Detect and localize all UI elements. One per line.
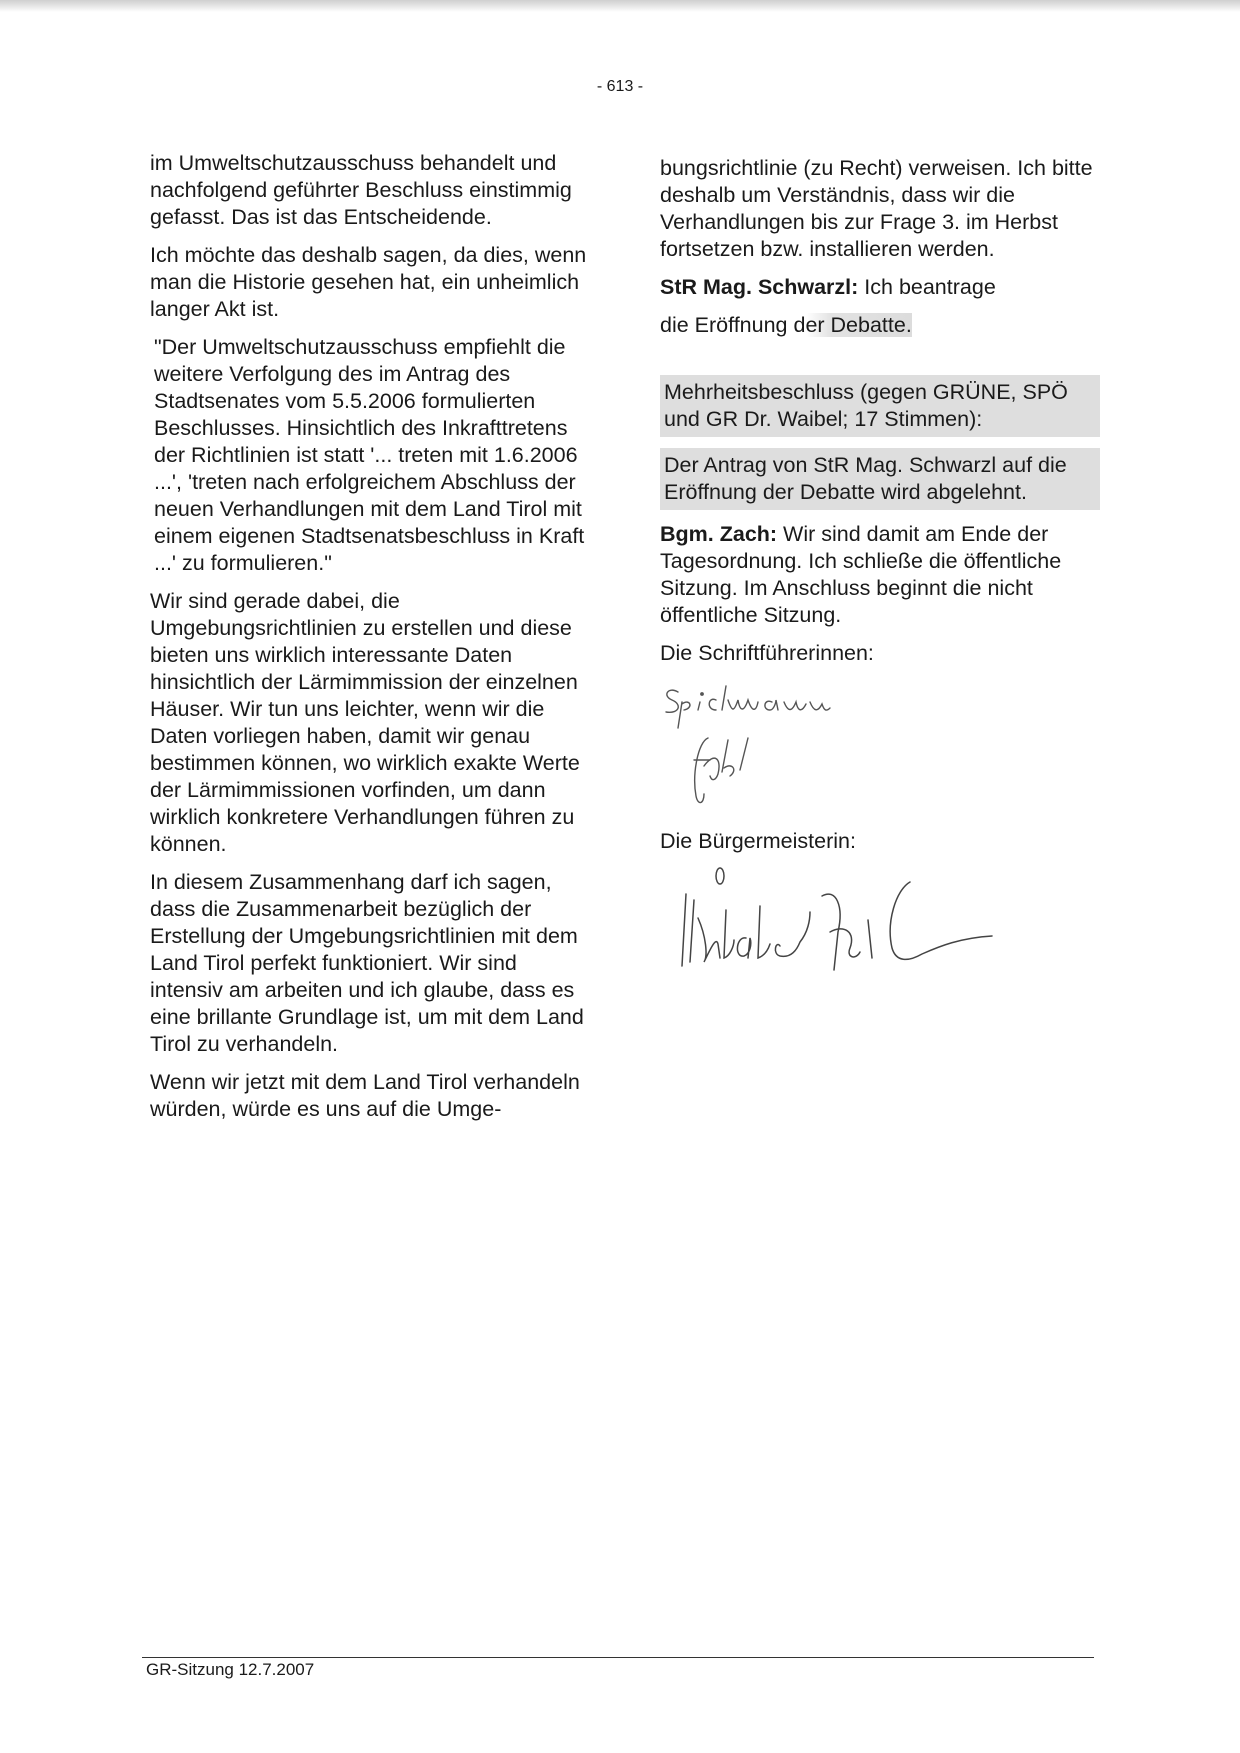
left-column [150, 150, 590, 1134]
speaker-schwarzl-paragraph [660, 274, 1100, 301]
mayor-signature [660, 866, 1000, 986]
mayor-label: Die Bürgermeisterin: [660, 829, 856, 853]
speaker-text: Wir sind damit am Ende der Tagesordnung. Ich schließe die öffentliche Sitzung. Im Anschluss beginnt die nicht öffentliche Sitzung. [660, 522, 1062, 627]
paragraph: bungsrichtlinie (zu Recht) verweisen. Ich bitte deshalb um Verständnis, dass wir die Verhandlungen bis zur Frage 3. im Herbst fortsetzen bzw. installieren werden. [660, 156, 1093, 261]
quoted-resolution: "Der Umweltschutzausschuss empfiehlt die weitere Verfolgung des im Antrag des Stadtsenates vom 5.5.2006 formulierten Beschlusses. Hinsichtlich des Inkrafttretens der Richtlinien ist statt '... treten mit 1.6.2006 ...', 'treten nach erfolgreichem Abschluss der neuen Verhandlungen mit dem Land Tirol mit einem eigenen Stadtsenatsbeschluss in Kraft ...' zu formulieren." [154, 335, 585, 575]
paragraph: im Umweltschutzausschuss behandelt und nachfolgend geführter Beschluss einstimmig gefasst. Das ist das Entscheidende. [150, 151, 572, 229]
vote-block [660, 375, 1100, 510]
speaker-zach-paragraph [660, 521, 1100, 629]
speaker-name: Bgm. Zach: [660, 522, 778, 546]
secretaries-label: Die Schriftführerinnen: [660, 641, 874, 665]
footer-divider [142, 1657, 1094, 1658]
paragraph: Ich möchte das deshalb sagen, da dies, wenn man die Historie gesehen hat, ein unheimlich langer Akt ist. [150, 243, 587, 321]
vote-result: Mehrheitsbeschluss (gegen GRÜNE, SPÖ und GR Dr. Waibel; 17 Stimmen): [660, 375, 1100, 437]
speaker-text: Ich beantrage [858, 275, 996, 299]
right-column [660, 155, 1100, 996]
paragraph: Wenn wir jetzt mit dem Land Tirol verhandeln würden, würde es uns auf die Umge- [150, 1070, 580, 1121]
vote-text: Der Antrag von StR Mag. Schwarzl auf die Eröffnung der Debatte wird abgelehnt. [660, 448, 1100, 510]
speaker-name: StR Mag. Schwarzl: [660, 275, 859, 299]
motion-text: die Eröffnung der Debatte. [660, 313, 912, 337]
page-number: - 613 - [596, 78, 644, 95]
paragraph: In diesem Zusammenhang darf ich sagen, dass die Zusammenarbeit bezüglich der Erstellung der Umgebungsrichtlinien mit dem Land Tirol perfekt funktioniert. Wir sind intensiv am arbeiten und ich glaube, dass es eine brillante Grundlage ist, um mit dem Land Tirol zu verhandeln. [150, 870, 584, 1056]
footer-session-date: GR-Sitzung 12.7.2007 [146, 1660, 315, 1679]
paragraph: Wir sind gerade dabei, die Umgebungsrichtlinien zu erstellen und diese bieten uns wirklich interessante Daten hinsichtlich der Lärmimmission der einzelnen Häuser. Wir tun uns leichter, wenn wir die Daten vorliegen haben, damit wir genau bestimmen können, wo wirklich exakte Werte der Lärmimmissionen vorfinden, um dann wirklich konkretere Verhandlungen führen zu können. [150, 589, 580, 856]
scan-edge [0, 0, 1240, 12]
secretary-signatures [660, 678, 960, 818]
motion-line [660, 312, 1100, 339]
